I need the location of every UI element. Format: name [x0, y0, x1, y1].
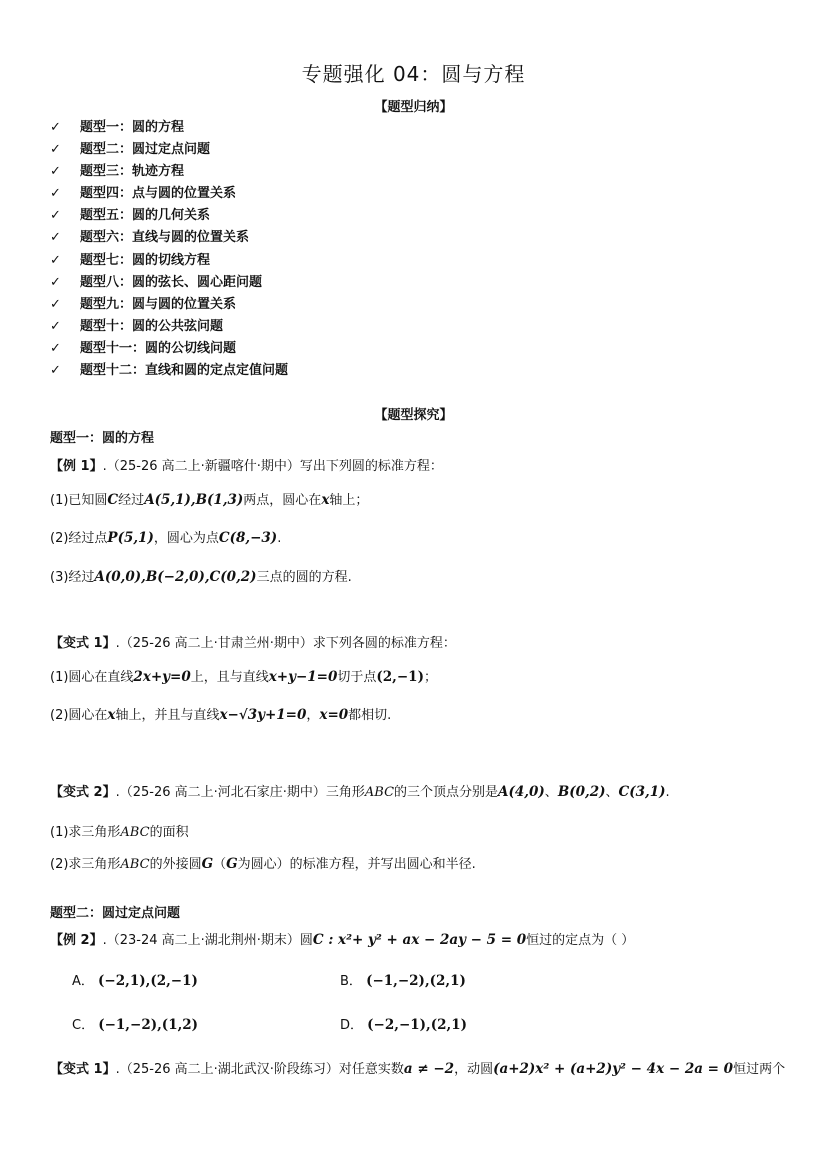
option-d[interactable]: [340, 1014, 467, 1033]
question-text: （: [213, 857, 227, 872]
topic-list-item: [50, 250, 288, 272]
option-value: (−1,−2),(2,1): [366, 973, 466, 989]
example1-question3: [50, 566, 352, 585]
document-title: 专题强化 04：圆与方程: [301, 62, 526, 86]
topic-label: 题型七：圆的切线方程: [80, 252, 211, 268]
topic-label: 题型十：圆的公共弦问题: [80, 318, 224, 334]
variant2-question1: [50, 821, 189, 840]
topic-list: [50, 117, 288, 382]
example-tag: 【例 2】: [50, 933, 103, 948]
check-icon: ✓: [50, 186, 61, 202]
math-expression: ABC: [364, 785, 395, 800]
topic-list-item: [50, 227, 288, 249]
topic-label: 题型四：点与圆的位置关系: [80, 186, 237, 202]
type1-heading: 题型一：圆的方程: [50, 431, 155, 446]
example1-stem: [50, 455, 443, 474]
math-expression: (2,−1): [376, 669, 424, 685]
variant-source: .（25-26 高二上·湖北武汉·阶段练习）对任意实数: [115, 1062, 404, 1077]
math-expression: x=0: [319, 707, 349, 723]
math-expression: x+y−1=0: [268, 669, 338, 685]
topic-list-item: [50, 183, 288, 205]
question-text: ；: [423, 670, 437, 685]
variant1-stem: [50, 632, 456, 651]
option-value: (−2,−1),(2,1): [367, 1017, 468, 1033]
question-text: ，: [306, 708, 320, 723]
math-expression: G: [226, 856, 238, 872]
topic-label: 题型三：轨迹方程: [80, 164, 185, 180]
question-text: ，动圆: [454, 1062, 494, 1077]
question-text: 上，且与直线: [190, 670, 269, 685]
option-b[interactable]: [340, 970, 466, 989]
math-expression: C(8,−3): [218, 530, 278, 546]
separator: 、: [544, 785, 558, 800]
variant2-1-stem: [50, 1058, 785, 1077]
question-text: (1)已知圆: [50, 493, 108, 508]
topic-list-item: [50, 338, 288, 360]
math-expression: A(4,0): [498, 784, 545, 800]
math-expression: x: [321, 492, 330, 508]
example1-question2: [50, 527, 281, 546]
variant-source: .（25-26 高二上·甘肃兰州·期中）求下列各圆的标准方程：: [115, 636, 456, 651]
check-icon: ✓: [50, 274, 61, 290]
example2-stem: [50, 929, 634, 948]
topic-label: 题型六：直线与圆的位置关系: [80, 230, 250, 246]
topic-list-item: [50, 316, 288, 338]
topic-label: 题型二：圆过定点问题: [80, 142, 211, 158]
check-icon: ✓: [50, 363, 61, 379]
option-label: B．: [340, 974, 362, 989]
option-label: C．: [72, 1018, 95, 1033]
question-text: .: [665, 785, 670, 800]
question-text: 轴上；: [329, 493, 369, 508]
question-text: 轴上，并且与直线: [115, 708, 220, 723]
question-text: 恒过两个: [733, 1062, 786, 1077]
check-icon: ✓: [50, 142, 61, 158]
question-text: (1)圆心在直线: [50, 670, 134, 685]
option-value: (−1,−2),(1,2): [98, 1017, 199, 1033]
variant-tag: 【变式 1】: [50, 636, 116, 651]
math-expression: x: [107, 707, 116, 723]
question-text: .: [277, 531, 282, 546]
topic-list-item: [50, 294, 288, 316]
check-icon: ✓: [50, 296, 61, 312]
check-icon: ✓: [50, 208, 61, 224]
type2-heading: 题型二：圆过定点问题: [50, 906, 181, 921]
check-icon: ✓: [50, 230, 61, 246]
question-text: 为圆心）的标准方程，并写出圆心和半径.: [237, 857, 476, 872]
option-value: (−2,1),(2,−1): [98, 973, 198, 989]
topic-label: 题型一：圆的方程: [80, 120, 185, 135]
math-expression: G: [201, 856, 214, 872]
question-text: 的三个顶点分别是: [394, 785, 499, 800]
question-text: 切于点: [337, 670, 377, 685]
summary-heading: 【题型归纳】: [374, 100, 453, 115]
question-text: 的面积: [149, 825, 189, 840]
topic-label: 题型五：圆的几何关系: [80, 208, 211, 224]
topic-list-item: [50, 139, 288, 161]
topic-list-item: [50, 272, 288, 294]
topic-label: 题型九：圆与圆的位置关系: [80, 296, 237, 312]
topic-list-item: [50, 117, 288, 139]
separator: 、: [605, 785, 619, 800]
question-text: (1)求三角形: [50, 825, 121, 840]
question-text: (2)圆心在: [50, 708, 108, 723]
question-text: ，圆心为点: [153, 531, 219, 546]
option-a[interactable]: [72, 970, 198, 989]
topic-label: 题型八：圆的弦长、圆心距问题: [80, 274, 263, 290]
math-expression: C : x²+ y² + ax − 2ay − 5 = 0: [312, 932, 527, 948]
variant-tag: 【变式 1】: [50, 1062, 116, 1077]
example-source: .（25-26 高二上·新疆喀什·期中）写出下列圆的标准方程：: [102, 459, 443, 474]
option-label: A．: [72, 974, 94, 989]
math-expression: (a+2)x² + (a+2)y² − 4x − 2a = 0: [493, 1061, 734, 1077]
variant1-question2: [50, 704, 391, 723]
math-expression: ABC: [120, 825, 150, 840]
math-expression: A(0,0),B(−2,0),C(0,2): [94, 569, 257, 585]
math-expression: A(5,1),B(1,3): [144, 492, 244, 508]
math-expression: 2x+y=0: [133, 669, 191, 685]
check-icon: ✓: [50, 252, 61, 268]
variant2-question2: [50, 853, 476, 872]
check-icon: ✓: [50, 340, 61, 356]
question-text: (2)经过点: [50, 531, 108, 546]
math-expression: C: [107, 492, 119, 508]
explore-heading: 【题型探究】: [374, 408, 453, 423]
question-text: (2)求三角形: [50, 857, 121, 872]
math-expression: x−√3y+1=0: [219, 707, 307, 723]
example-source: .（23-24 高二上·湖北荆州·期末）圆: [102, 933, 313, 948]
math-expression: C(3,1): [618, 784, 666, 800]
math-expression: ABC: [120, 857, 150, 872]
variant-tag: 【变式 2】: [50, 785, 116, 800]
variant2-stem: [50, 781, 670, 800]
variant1-question1: [50, 666, 437, 685]
question-text: 的外接圆: [149, 857, 202, 872]
variant-source: .（25-26 高二上·河北石家庄·期中）三角形: [115, 785, 365, 800]
math-expression: B(0,2): [557, 784, 606, 800]
question-text: 两点，圆心在: [243, 493, 322, 508]
option-label: D．: [340, 1018, 364, 1033]
question-text: 经过: [118, 493, 145, 508]
question-text: 恒过的定点为（ ）: [526, 933, 635, 948]
math-expression: a ≠ −2: [403, 1061, 455, 1077]
option-c[interactable]: [72, 1014, 198, 1033]
math-expression: P(5,1): [107, 530, 154, 546]
check-icon: ✓: [50, 120, 61, 135]
question-text: 都相切.: [348, 708, 392, 723]
question-text: (3)经过: [50, 570, 95, 585]
topic-label: 题型十二：直线和圆的定点定值问题: [80, 363, 289, 379]
topic-list-item: [50, 360, 288, 382]
check-icon: ✓: [50, 318, 61, 334]
example-tag: 【例 1】: [50, 459, 103, 474]
topic-list-item: [50, 205, 288, 227]
example1-question1: [50, 489, 368, 508]
topic-list-item: [50, 161, 288, 183]
question-text: 三点的圆的方程.: [256, 570, 352, 585]
topic-label: 题型十一：圆的公切线问题: [80, 340, 237, 356]
check-icon: ✓: [50, 164, 61, 180]
